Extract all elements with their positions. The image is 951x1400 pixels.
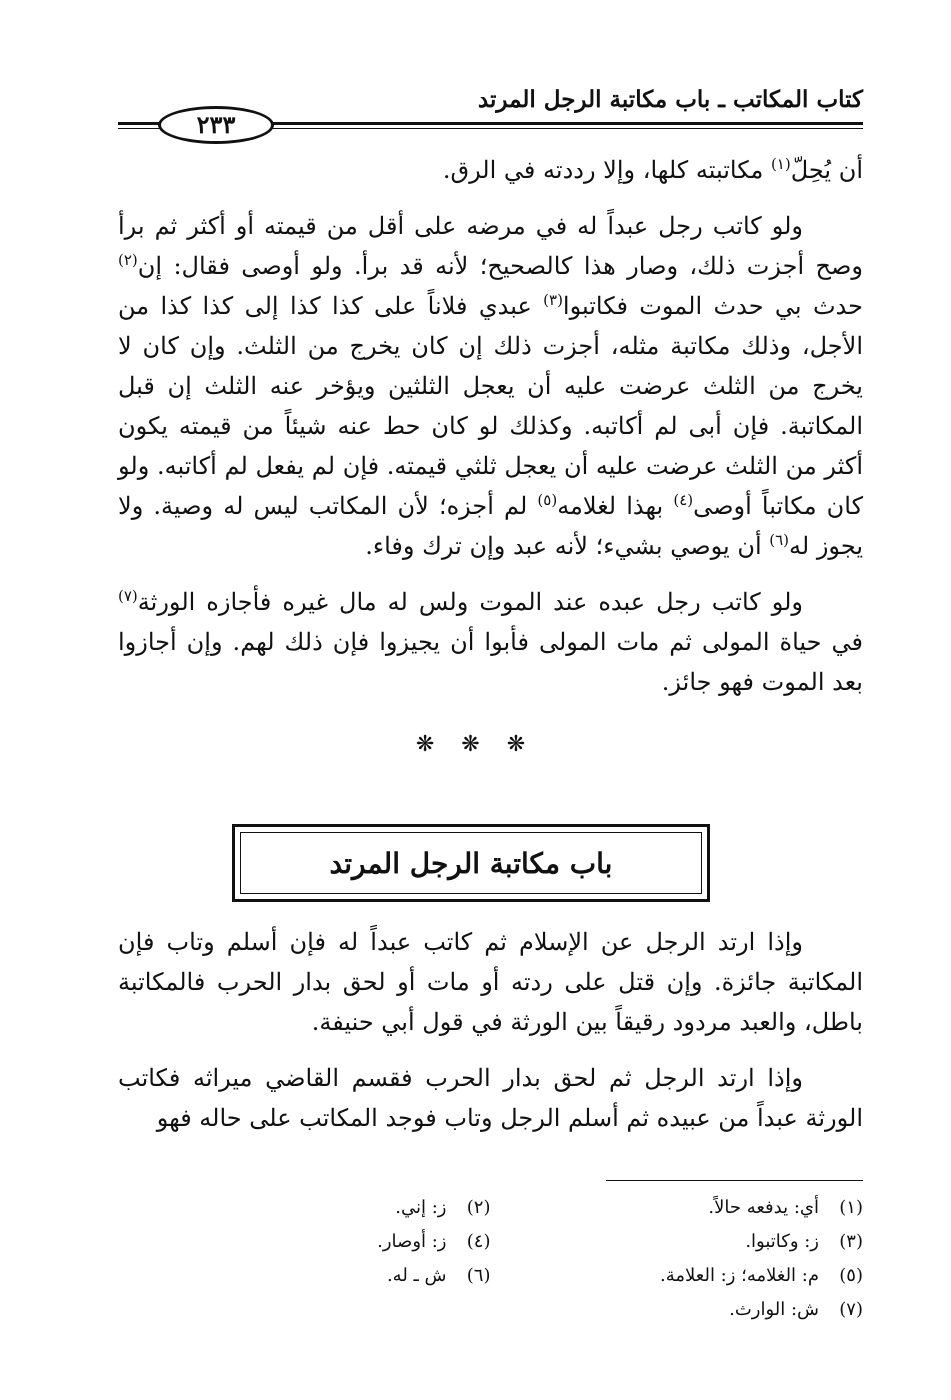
section-separator: ❋ ❋ ❋ [415,732,536,757]
paragraph: وإذا ارتد الرجل عن الإسلام ثم كاتب عبداً له فإن أسلم وتاب فإن المكاتبة جائزة. وإن قتل على ردته أو مات أو لحق بدار الحرب فالمكاتبة باطل، والعبد مردود رقيقاً بين الورثة في قول أبي حنيفة. [118,928,863,1036]
footnote-item [118,1231,491,1252]
footnote-item [118,1197,491,1218]
paragraph: وإذا ارتد الرجل ثم لحق بدار الحرب فقسم القاضي ميراثه فكاتب الورثة عبداً من عبيده ثم أسلم الرجل وتاب فوجد المكاتب على حاله فهو [118,1064,863,1132]
text-run: في حياة المولى ثم مات المولى فأبوا أن يجيزوا فإن ذلك لهم. وإن أجازوا بعد الموت فهو جائز. [118,628,863,696]
text-run: ولو كاتب رجل عبده عند الموت ولس له مال غيره فأجازه الورثة [137,588,803,616]
footnote-number: (٧) [839,1298,863,1320]
footnote-number: (٦) [466,1264,491,1286]
footnote-ref: (١) [770,155,791,173]
footnote-ref: (٣) [543,291,563,309]
chapter-title: باب مكاتبة الرجل المرتد [329,846,613,880]
footnote-number: (٣) [839,1230,863,1252]
footnote-ref: (٤) [673,491,694,509]
footnote-ref: (٦) [769,531,790,549]
footnote-ref: (٥) [537,491,558,509]
footnote-number: (١) [839,1196,863,1218]
footnote-text: ش: الوارث. [729,1298,819,1320]
chapter-heading-inner-frame [240,832,702,894]
footnote-text: ش ـ له. [386,1264,447,1286]
footnote-text: أي: يدفعه حالاً. [708,1196,819,1218]
text-run: ولو كاتب رجل عبداً له في مرضه على أقل من قيمته أو أكثر ثم برأ وصح أجزت ذلك، وصار هذا كالصحيح؛ لأنه قد برأ. ولو أوصى فقال: إن [118,212,863,280]
text-run: مكاتبته كلها، وإلا رددته في الرق. [442,156,771,184]
footnote-text: ز: أوصار. [377,1230,447,1252]
page-header [118,82,863,139]
footnote-item [491,1265,864,1286]
footnotes [118,1190,863,1326]
text-run: أن يوصي بشيء؛ لأنه عبد وإن ترك وفاء. [365,532,770,560]
running-title: كتاب المكاتب ـ باب مكاتبة الرجل المرتد [477,86,863,113]
footnote-item [491,1197,864,1218]
text-run: عبدي فلاناً على كذا كذا إلى كذا كذا من الأجل، وذلك مكاتبة مثله، أجزت ذلك إن كان يخرج من الثلث. وإن كان لا يخرج من الثلث عرضت عليه أن يعجل الثلثين ويؤخر عنه الثلث إن قبل المكاتبة. فإن أبى لم أكاتبه. وكذلك لو كان حط عنه شيئاً من قيمته يكون أكثر من الثلث عرضت عليه أن يعجل ثلثي قيمته. فإن لم يفعل لم أكاتبه. ولو كان مكاتباً أوصى [118,292,864,520]
chapter-heading-box [232,824,710,902]
text-run: بهذا لغلامه [557,492,674,520]
footnote-text: ز: إني. [395,1196,447,1218]
paragraph [118,582,863,702]
footnote-item [491,1231,864,1252]
footnote-item [477,1299,863,1320]
footnote-row [118,1292,863,1326]
paragraph [118,206,863,566]
chapter-text [118,922,863,1154]
footnote-ref: (٢) [118,251,138,269]
footnote-row [118,1190,863,1224]
footnote-number: (٥) [839,1264,863,1286]
footnote-number: (٢) [466,1196,491,1218]
footnote-ref: (٧) [118,587,138,605]
footnote-item [118,1265,491,1286]
page-number: ٢٣٣ [158,106,274,144]
footnote-text: م: الغلامه؛ ز: العلامة. [660,1264,819,1286]
footnote-row [118,1224,863,1258]
footnote-text: ز: وكاتبوا. [745,1230,819,1252]
text-run: لم أجزه؛ لأن المكاتب ليس له وصية. ولا يجوز له [118,492,863,560]
text-run: أن يُحِلّ [790,156,863,184]
paragraph [118,150,863,190]
main-text [118,150,863,718]
text-run: حدث بي حدث الموت فكاتبوا [562,292,863,320]
footnote-number: (٤) [466,1230,491,1252]
footnote-rule [606,1180,863,1181]
footnote-row [118,1258,863,1292]
